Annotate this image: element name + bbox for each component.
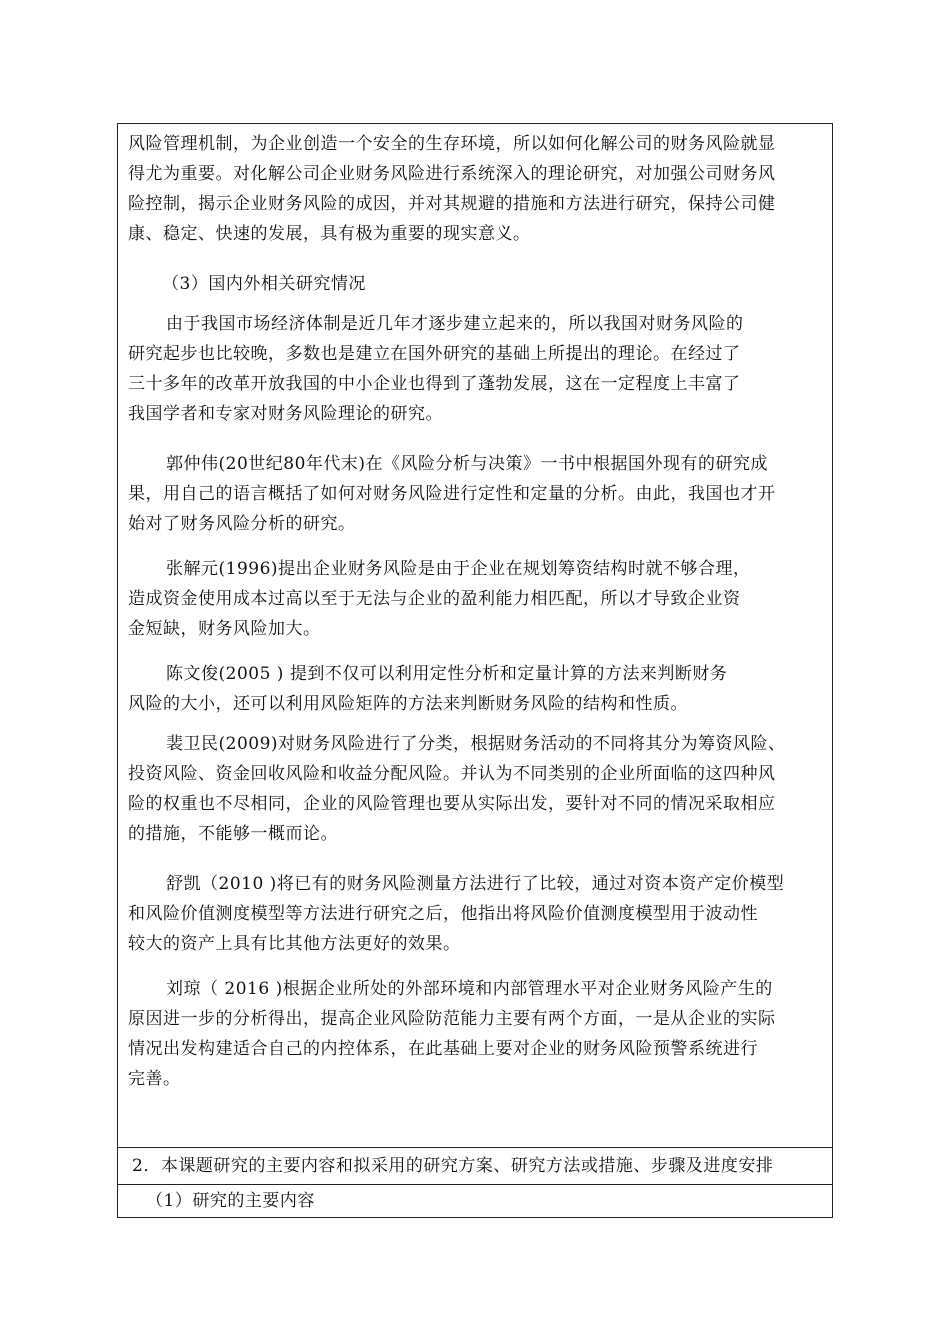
table-divider [118, 1147, 832, 1148]
paragraph [128, 129, 822, 249]
text-line: 金短缺，财务风险加大。 [128, 619, 321, 639]
text-line: 研究起步也比较晚，多数也是建立在国外研究的基础上所提出的理论。在经过了 [128, 344, 741, 364]
text-line: 康、稳定、快速的发展，具有极为重要的现实意义。 [128, 224, 531, 244]
text-line: 我国学者和专家对财务风险理论的研究。 [128, 404, 443, 424]
form-table [117, 123, 833, 1218]
text-line: 得尤为重要。对化解公司企业财务风险进行系统深入的理论研究，对加强公司财务风 [128, 164, 776, 184]
text-line: 郭仲伟(20世纪80年代末)在《风险分析与决策》一书中根据国外现有的研究成 [166, 454, 769, 474]
text-line: （3）国内外相关研究情况 [162, 274, 366, 294]
text-line: 风险管理机制，为企业创造一个安全的生存环境，所以如何化解公司的财务风险就显 [128, 134, 776, 154]
paragraph [128, 974, 822, 1094]
paragraph [128, 554, 822, 644]
text-line: 三十多年的改革开放我国的中小企业也得到了蓬勃发展，这在一定程度上丰富了 [128, 374, 741, 394]
text-line: 原因进一步的分析得出，提高企业风险防范能力主要有两个方面，一是从企业的实际 [128, 1009, 776, 1029]
paragraph [128, 449, 822, 539]
section2-heading: 2．本课题研究的主要内容和拟采用的研究方案、研究方法或措施、步骤及进度安排 [132, 1156, 774, 1176]
text-line: 果，用自己的语言概括了如何对财务风险进行定性和定量的分析。由此，我国也才开 [128, 484, 776, 504]
text-line: 情况出发构建适合自己的内控体系，在此基础上要对企业的财务风险预警系统进行 [128, 1039, 758, 1059]
text-line: 陈文俊(2005 ) 提到不仅可以利用定性分析和定量计算的方法来判断财务 [166, 664, 728, 684]
text-line: 风险的大小，还可以利用风险矩阵的方法来判断财务风险的结构和性质。 [128, 694, 688, 714]
text-line: 险控制，揭示企业财务风险的成因，并对其规避的措施和方法进行研究，保持公司健 [128, 194, 776, 214]
paragraph [128, 659, 822, 719]
text-line: 完善。 [128, 1069, 181, 1089]
text-line: 由于我国市场经济体制是近几年才逐步建立起来的，所以我国对财务风险的 [166, 314, 744, 334]
paragraph [128, 869, 822, 959]
text-line: 舒凯（2010 )将已有的财务风险测量方法进行了比较，通过对资本资产定价模型 [166, 874, 785, 894]
paragraph [128, 309, 822, 429]
table-divider [118, 1184, 832, 1185]
section2-subheading: （1）研究的主要内容 [146, 1191, 315, 1211]
text-line: 造成资金使用成本过高以至于无法与企业的盈利能力相匹配，所以才导致企业资 [128, 589, 741, 609]
text-line: 险的权重也不尽相同，企业的风险管理也要从实际出发，要针对不同的情况采取相应 [128, 794, 776, 814]
text-line: 的措施，不能够一概而论。 [128, 824, 338, 844]
text-line: 和风险价值测度模型等方法进行研究之后，他指出将风险价值测度模型用于波动性 [128, 904, 758, 924]
text-line: 投资风险、资金回收风险和收益分配风险。并认为不同类别的企业所面临的这四种风 [128, 764, 776, 784]
paragraph [128, 269, 822, 299]
text-line: 刘琼（ 2016 )根据企业所处的外部环境和内部管理水平对企业财务风险产生的 [166, 979, 773, 999]
text-line: 较大的资产上具有比其他方法更好的效果。 [128, 934, 461, 954]
text-line: 始对了财务风险分析的研究。 [128, 514, 356, 534]
text-line: 张解元(1996)提出企业财务风险是由于企业在规划筹资结构时就不够合理， [166, 559, 751, 579]
text-line: 裴卫民(2009)对财务风险进行了分类，根据财务活动的不同将其分为筹资风险、 [166, 734, 786, 754]
paragraph [128, 729, 822, 849]
